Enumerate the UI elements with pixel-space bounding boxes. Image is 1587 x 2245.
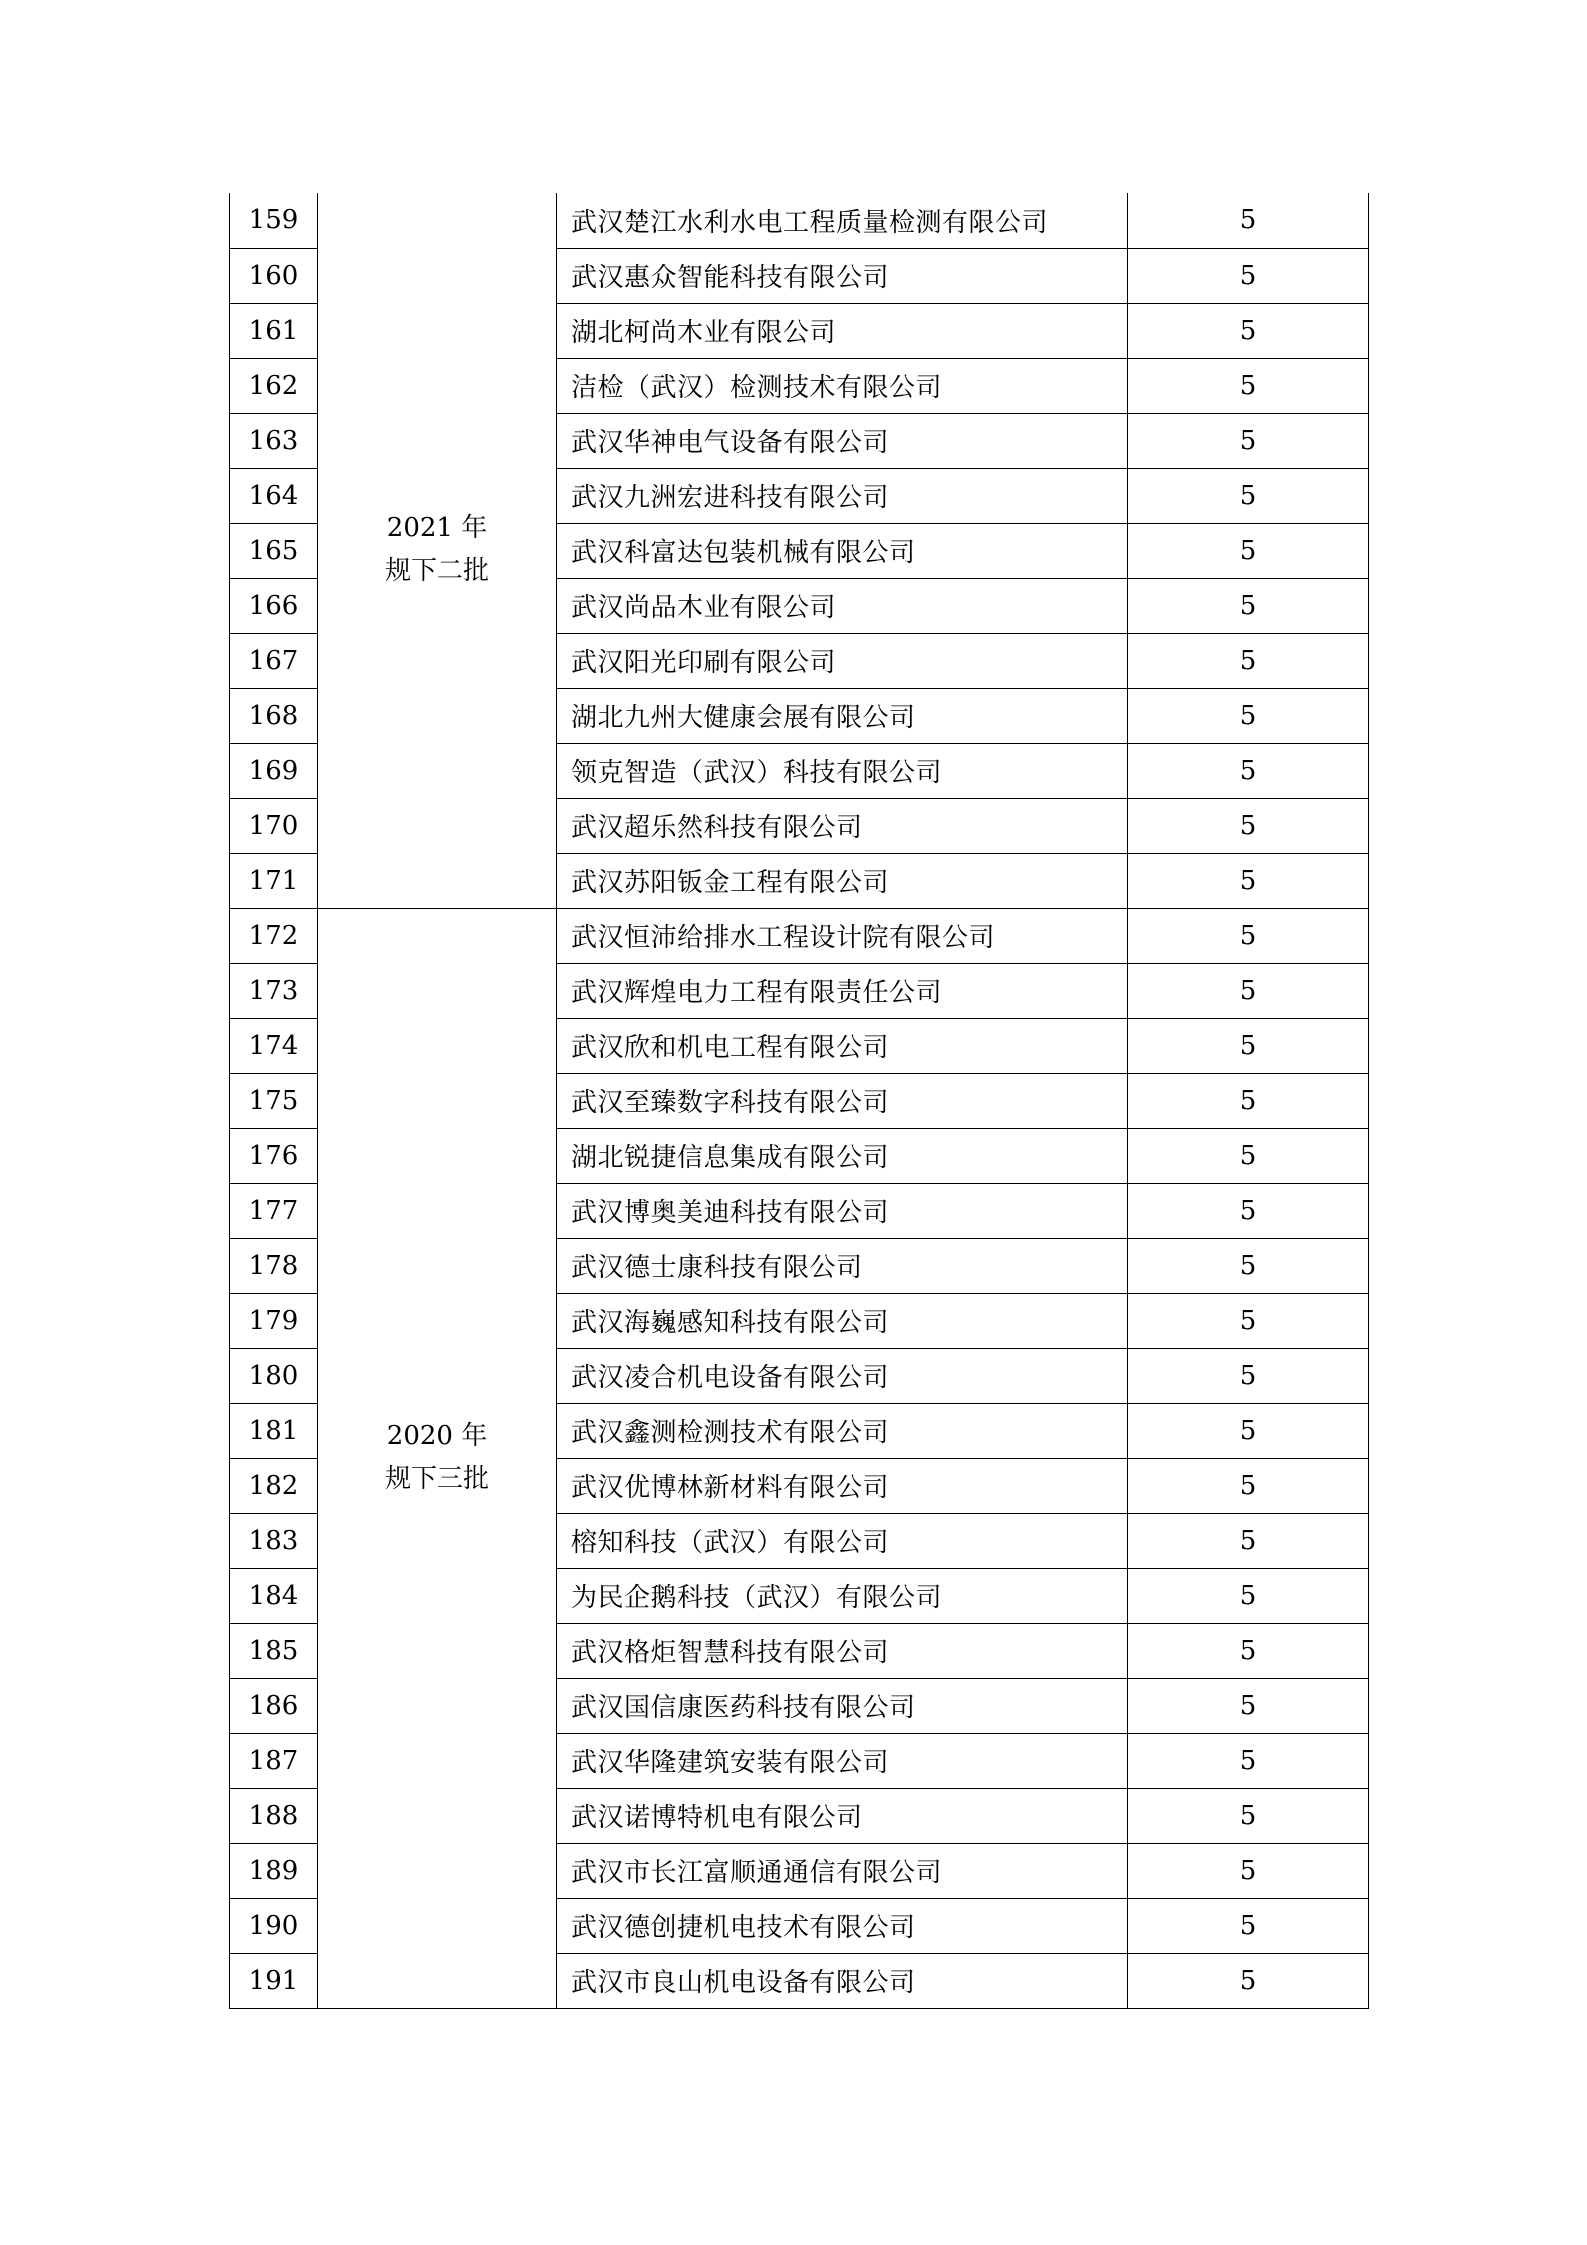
score-cell: 5: [1128, 1788, 1369, 1843]
score-cell: 5: [1128, 633, 1369, 688]
company-name-cell: 武汉德士康科技有限公司: [557, 1238, 1128, 1293]
company-name-cell: 武汉格炬智慧科技有限公司: [557, 1623, 1128, 1678]
row-number-cell: 171: [230, 853, 318, 908]
score-cell: 5: [1128, 523, 1369, 578]
company-name-cell: 武汉市长江富顺通通信有限公司: [557, 1843, 1128, 1898]
score-cell: 5: [1128, 798, 1369, 853]
score-cell: 5: [1128, 578, 1369, 633]
company-name-cell: 武汉华神电气设备有限公司: [557, 413, 1128, 468]
company-name-cell: 武汉尚品木业有限公司: [557, 578, 1128, 633]
score-cell: 5: [1128, 1073, 1369, 1128]
company-name-cell: 武汉苏阳钣金工程有限公司: [557, 853, 1128, 908]
score-cell: 5: [1128, 963, 1369, 1018]
row-number-cell: 174: [230, 1018, 318, 1073]
score-cell: 5: [1128, 1898, 1369, 1953]
company-name-cell: 武汉恒沛给排水工程设计院有限公司: [557, 908, 1128, 963]
row-number-cell: 165: [230, 523, 318, 578]
row-number-cell: 164: [230, 468, 318, 523]
score-cell: 5: [1128, 1953, 1369, 2008]
company-name-cell: 武汉科富达包装机械有限公司: [557, 523, 1128, 578]
company-name-cell: 武汉国信康医药科技有限公司: [557, 1678, 1128, 1733]
company-name-cell: 武汉优博林新材料有限公司: [557, 1458, 1128, 1513]
score-cell: 5: [1128, 1293, 1369, 1348]
score-cell: 5: [1128, 468, 1369, 523]
batch-cell: [318, 193, 557, 908]
row-number-cell: 191: [230, 1953, 318, 2008]
row-number-cell: 182: [230, 1458, 318, 1513]
row-number-cell: 176: [230, 1128, 318, 1183]
row-number-cell: 178: [230, 1238, 318, 1293]
company-name-cell: 武汉欣和机电工程有限公司: [557, 1018, 1128, 1073]
company-table: [229, 193, 1369, 2009]
row-number-cell: 162: [230, 358, 318, 413]
row-number-cell: 188: [230, 1788, 318, 1843]
batch-name-label: 规下二批: [384, 556, 489, 587]
score-cell: 5: [1128, 908, 1369, 963]
company-name-cell: 武汉辉煌电力工程有限责任公司: [557, 963, 1128, 1018]
company-name-cell: 洁检（武汉）检测技术有限公司: [557, 358, 1128, 413]
row-number-cell: 173: [230, 963, 318, 1018]
batch-name-label: 规下三批: [384, 1464, 489, 1494]
company-name-cell: 湖北锐捷信息集成有限公司: [557, 1128, 1128, 1183]
row-number-cell: 168: [230, 688, 318, 743]
score-cell: 5: [1128, 193, 1369, 248]
row-number-cell: 175: [230, 1073, 318, 1128]
score-cell: 5: [1128, 248, 1369, 303]
company-name-cell: 武汉九洲宏进科技有限公司: [557, 468, 1128, 523]
row-number-cell: 172: [230, 908, 318, 963]
batch-year-label: 2020 年: [386, 1421, 488, 1452]
score-cell: 5: [1128, 1238, 1369, 1293]
company-name-cell: 武汉超乐然科技有限公司: [557, 798, 1128, 853]
row-number-cell: 185: [230, 1623, 318, 1678]
row-number-cell: 170: [230, 798, 318, 853]
company-name-cell: 武汉至臻数字科技有限公司: [557, 1073, 1128, 1128]
row-number-cell: 177: [230, 1183, 318, 1238]
company-name-cell: 湖北九州大健康会展有限公司: [557, 688, 1128, 743]
company-table-body: [230, 193, 1369, 2008]
company-name-cell: 武汉市良山机电设备有限公司: [557, 1953, 1128, 2008]
row-number-cell: 184: [230, 1568, 318, 1623]
score-cell: 5: [1128, 303, 1369, 358]
company-name-cell: 领克智造（武汉）科技有限公司: [557, 743, 1128, 798]
row-number-cell: 169: [230, 743, 318, 798]
score-cell: 5: [1128, 743, 1369, 798]
table-row: [230, 193, 1369, 248]
row-number-cell: 167: [230, 633, 318, 688]
company-name-cell: 武汉凌合机电设备有限公司: [557, 1348, 1128, 1403]
row-number-cell: 160: [230, 248, 318, 303]
company-name-cell: 武汉华隆建筑安装有限公司: [557, 1733, 1128, 1788]
score-cell: 5: [1128, 688, 1369, 743]
row-number-cell: 181: [230, 1403, 318, 1458]
score-cell: 5: [1128, 1018, 1369, 1073]
score-cell: 5: [1128, 413, 1369, 468]
score-cell: 5: [1128, 1623, 1369, 1678]
score-cell: 5: [1128, 853, 1369, 908]
company-name-cell: 湖北柯尚木业有限公司: [557, 303, 1128, 358]
company-name-cell: 武汉惠众智能科技有限公司: [557, 248, 1128, 303]
score-cell: 5: [1128, 1568, 1369, 1623]
row-number-cell: 190: [230, 1898, 318, 1953]
score-cell: 5: [1128, 1678, 1369, 1733]
company-name-cell: 武汉德创捷机电技术有限公司: [557, 1898, 1128, 1953]
row-number-cell: 189: [230, 1843, 318, 1898]
score-cell: 5: [1128, 1348, 1369, 1403]
score-cell: 5: [1128, 1843, 1369, 1898]
batch-cell: [318, 908, 557, 2008]
company-name-cell: 武汉海巍感知科技有限公司: [557, 1293, 1128, 1348]
score-cell: 5: [1128, 1128, 1369, 1183]
row-number-cell: 179: [230, 1293, 318, 1348]
company-name-cell: 武汉博奥美迪科技有限公司: [557, 1183, 1128, 1238]
row-number-cell: 166: [230, 578, 318, 633]
row-number-cell: 163: [230, 413, 318, 468]
company-name-cell: 武汉诺博特机电有限公司: [557, 1788, 1128, 1843]
score-cell: 5: [1128, 1403, 1369, 1458]
row-number-cell: 180: [230, 1348, 318, 1403]
score-cell: 5: [1128, 1458, 1369, 1513]
score-cell: 5: [1128, 358, 1369, 413]
row-number-cell: 161: [230, 303, 318, 358]
row-number-cell: 159: [230, 193, 318, 248]
score-cell: 5: [1128, 1733, 1369, 1788]
company-name-cell: 榕知科技（武汉）有限公司: [557, 1513, 1128, 1568]
company-name-cell: 武汉楚江水利水电工程质量检测有限公司: [557, 193, 1128, 248]
company-name-cell: 为民企鹅科技（武汉）有限公司: [557, 1568, 1128, 1623]
company-name-cell: 武汉阳光印刷有限公司: [557, 633, 1128, 688]
score-cell: 5: [1128, 1513, 1369, 1568]
score-cell: 5: [1128, 1183, 1369, 1238]
row-number-cell: 183: [230, 1513, 318, 1568]
batch-year-label: 2021 年: [386, 513, 488, 544]
company-name-cell: 武汉鑫测检测技术有限公司: [557, 1403, 1128, 1458]
row-number-cell: 187: [230, 1733, 318, 1788]
row-number-cell: 186: [230, 1678, 318, 1733]
table-row: [230, 908, 1369, 963]
